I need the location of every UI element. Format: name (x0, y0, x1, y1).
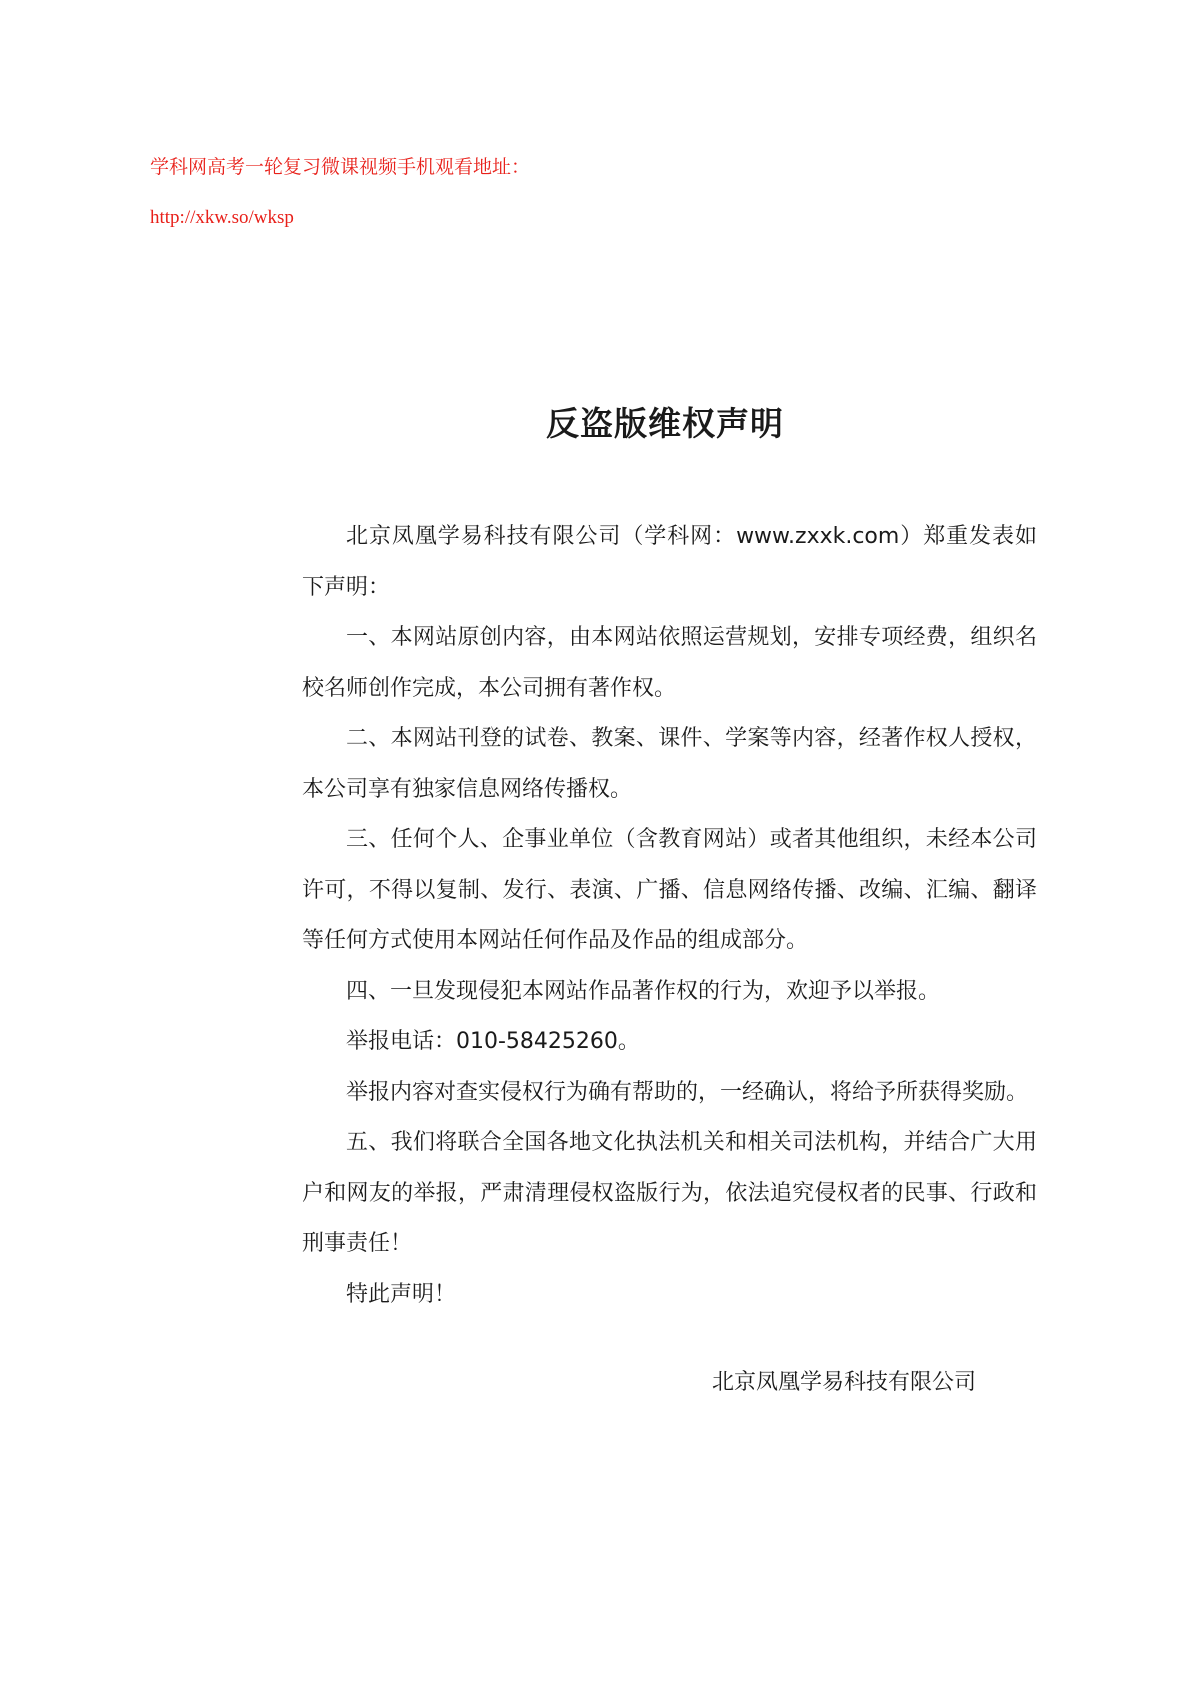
paragraph-clause-4: 四、一旦发现侵犯本网站作品著作权的行为，欢迎予以举报。 (346, 978, 941, 1004)
paragraph-closing: 特此声明！ (346, 1281, 457, 1307)
paragraph-intro: 北京凤凰学易科技有限公司（学科网：www.zxxk.com）郑重发表如下声明： (302, 524, 1037, 600)
page-title: 反盗版维权声明 (546, 404, 784, 443)
paragraph-clause-3: 三、任何个人、企事业单位（含教育网站）或者其他组织，未经本公司许可，不得以复制、发行、表演、广播、信息网络传播、改编、汇编、翻译等任何方式使用本网站任何作品及作品的组成部分。 (302, 827, 1037, 953)
declaration-body (302, 512, 1037, 1320)
header-note: 学科网高考一轮复习微课视频手机观看地址： (150, 157, 531, 178)
company-signature: 北京凤凰学易科技有限公司 (712, 1370, 977, 1395)
video-link[interactable]: http://xkw.so/wksp (150, 207, 294, 228)
paragraph-report-reward: 举报内容对查实侵权行为确有帮助的，一经确认，将给予所获得奖励。 (346, 1079, 1029, 1105)
paragraph-clause-5: 五、我们将联合全国各地文化执法机关和相关司法机构，并结合广大用户和网友的举报，严肃清理侵权盗版行为，依法追究侵权者的民事、行政和刑事责任！ (302, 1130, 1037, 1256)
paragraph-report-phone: 举报电话：010-58425260。 (346, 1029, 640, 1054)
paragraph-clause-2: 二、本网站刊登的试卷、教案、课件、学案等内容，经著作权人授权，本公司享有独家信息网络传播权。 (302, 726, 1037, 802)
paragraph-clause-1: 一、本网站原创内容，由本网站依照运营规划，安排专项经费，组织名校名师创作完成，本公司拥有著作权。 (302, 625, 1037, 701)
